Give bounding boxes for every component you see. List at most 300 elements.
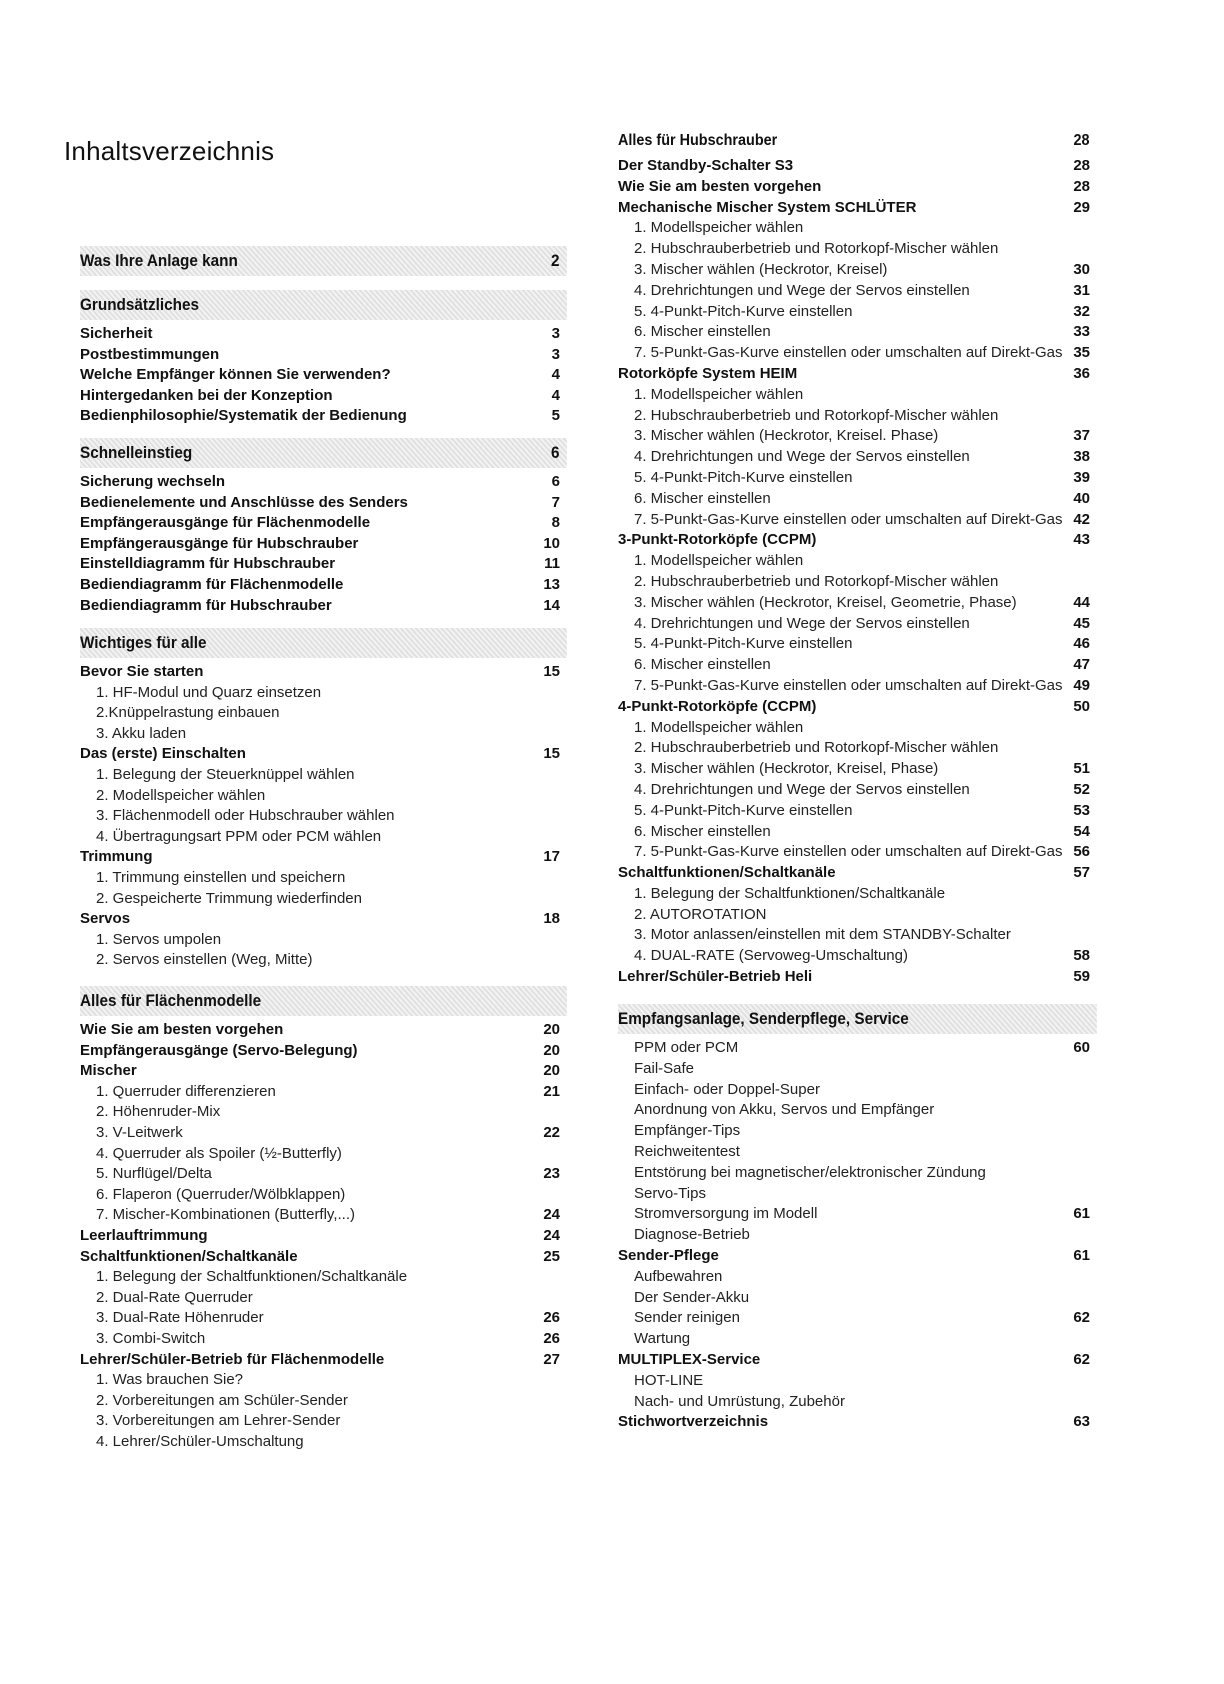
- toc-entry-label: Servos: [80, 910, 131, 928]
- toc-entry-label: Der Sender-Akku: [634, 1288, 750, 1306]
- toc-entry-label: Sicherung wechseln: [80, 473, 226, 490]
- toc-entry[interactable]: [618, 1267, 1090, 1288]
- toc-entry[interactable]: [618, 905, 1090, 926]
- toc-entry-label: Sender-Pflege: [618, 1246, 719, 1264]
- toc-entry-label: 5. 4-Punkt-Pitch-Kurve einstellen: [634, 635, 853, 653]
- toc-entry[interactable]: [80, 1308, 560, 1329]
- toc-entry[interactable]: [618, 426, 1090, 447]
- section-heading-label: Alles für Hubschrauber: [618, 132, 778, 149]
- toc-entry-page: 52: [1073, 780, 1090, 798]
- toc-entry-label: 7. 5-Punkt-Gas-Kurve einstellen oder umschalten auf Direkt-Gas: [634, 676, 1063, 694]
- toc-entry-label: Empfängerausgänge (Servo-Belegung): [80, 1041, 358, 1059]
- toc-entry-label: 7. 5-Punkt-Gas-Kurve einstellen oder umschalten auf Direkt-Gas: [634, 344, 1063, 362]
- toc-entry-label: Sender reinigen: [634, 1309, 740, 1327]
- toc-entry-label: 3. Mischer wählen (Heckrotor, Kreisel. Phase): [634, 427, 939, 445]
- toc-entry-page: 47: [1073, 656, 1090, 674]
- toc-entry-label: 4-Punkt-Rotorköpfe (CCPM): [618, 697, 817, 715]
- toc-entry[interactable]: [80, 1061, 560, 1082]
- toc-entry-label: 6. Mischer einstellen: [634, 822, 771, 840]
- toc-entry-label: Der Standby-Schalter S3: [618, 157, 794, 174]
- toc-entry[interactable]: [80, 1020, 560, 1041]
- section-heading[interactable]: [80, 986, 567, 1016]
- toc-entry[interactable]: [618, 884, 1090, 905]
- toc-entry-label: PPM oder PCM: [634, 1039, 739, 1056]
- toc-entry-label: Hintergedanken bei der Konzeption: [80, 386, 333, 404]
- toc-entry[interactable]: [80, 386, 560, 407]
- toc-entry-label: 3. Mischer wählen (Heckrotor, Kreisel, Geometrie, Phase): [634, 593, 1017, 611]
- toc-entry-label: 6. Mischer einstellen: [634, 489, 771, 507]
- toc-entry-page: 45: [1073, 614, 1090, 632]
- toc-entry[interactable]: [618, 551, 1090, 572]
- toc-entry-page: 26: [543, 1329, 560, 1347]
- page-title: Inhaltsverzeichnis: [64, 136, 275, 166]
- toc-entry-page: 26: [543, 1309, 560, 1327]
- toc-entry-page: 36: [1073, 364, 1090, 382]
- section-heading-label: Schnelleinstieg: [80, 443, 193, 462]
- toc-entry-page: 27: [543, 1350, 560, 1368]
- toc-entry-label: 2. Modellspeicher wählen: [96, 786, 266, 804]
- toc-entry-label: 3. Motor anlassen/einstellen mit dem STANDBY-Schalter: [634, 926, 1011, 944]
- toc-entry[interactable]: [618, 406, 1090, 427]
- toc-entry-page: 24: [543, 1206, 560, 1224]
- toc-entry[interactable]: [80, 345, 560, 366]
- toc-entry-page: 61: [1073, 1246, 1090, 1264]
- toc-entry-label: 1. Modellspeicher wählen: [634, 385, 804, 403]
- toc-entry-page: 59: [1073, 968, 1090, 986]
- toc-entry-label: 2. Höhenruder-Mix: [96, 1103, 221, 1121]
- toc-entry-page: 13: [543, 575, 560, 593]
- toc-entry-page: 60: [1073, 1039, 1090, 1056]
- toc-entry[interactable]: [80, 930, 560, 951]
- toc-entry[interactable]: [80, 827, 560, 848]
- toc-entry-label: MULTIPLEX-Service: [618, 1350, 761, 1368]
- toc-entry[interactable]: [618, 385, 1090, 406]
- toc-entry-label: HOT-LINE: [634, 1371, 704, 1389]
- toc-entry-label: 1. Querruder differenzieren: [96, 1082, 276, 1100]
- toc-entry-page: 61: [1073, 1205, 1090, 1223]
- toc-entry-label: 2. Gespeicherte Trimmung wiederfinden: [96, 889, 362, 907]
- toc-entry-page: 6: [551, 473, 560, 490]
- toc-entry-label: Mechanische Mischer System SCHLÜTER: [618, 198, 917, 216]
- toc-entry-page: 50: [1073, 697, 1090, 715]
- toc-entry[interactable]: [618, 676, 1090, 697]
- section-heading-label: Grundsätzliches: [80, 295, 200, 314]
- toc-entry-page: 62: [1073, 1309, 1090, 1327]
- toc-section: [80, 438, 560, 616]
- toc-entry-label: Bedienelemente und Anschlüsse des Senders: [80, 493, 408, 511]
- toc-entry-page: 38: [1073, 448, 1090, 466]
- toc-entry[interactable]: [618, 1412, 1090, 1433]
- toc-entry-label: 3. Vorbereitungen am Lehrer-Sender: [96, 1412, 341, 1430]
- toc-entry-label: 4. DUAL-RATE (Servoweg-Umschaltung): [634, 947, 908, 965]
- toc-entry-page: 18: [543, 910, 560, 928]
- toc-entry-label: Schaltfunktionen/Schaltkanäle: [618, 864, 836, 882]
- toc-entry-label: 3. Akku laden: [96, 724, 187, 742]
- toc-entry[interactable]: [618, 1080, 1090, 1101]
- toc-entry-page: 33: [1073, 323, 1090, 341]
- toc-entry-label: 4. Querruder als Spoiler (½-Butterfly): [96, 1144, 342, 1162]
- toc-entry[interactable]: [80, 575, 560, 596]
- section-heading[interactable]: [80, 246, 567, 276]
- toc-entry-label: 6. Mischer einstellen: [634, 323, 771, 341]
- toc-entry[interactable]: [618, 1225, 1090, 1246]
- toc-entry[interactable]: [80, 1226, 560, 1247]
- toc-entry-label: Nach- und Umrüstung, Zubehör: [634, 1392, 845, 1410]
- toc-entry-label: Anordnung von Akku, Servos und Empfänger: [634, 1101, 935, 1119]
- toc-entry[interactable]: [80, 1082, 560, 1103]
- toc-entry-page: 49: [1073, 676, 1090, 694]
- toc-entry-label: 1. Modellspeicher wählen: [634, 552, 804, 570]
- toc-entry[interactable]: [618, 302, 1090, 323]
- toc-entry[interactable]: [80, 554, 560, 575]
- toc-entry[interactable]: [80, 1123, 560, 1144]
- toc-entry[interactable]: [80, 1247, 560, 1268]
- toc-entry[interactable]: [618, 863, 1090, 884]
- toc-section: [618, 1004, 1090, 1433]
- toc-entry-label: Einfach- oder Doppel-Super: [634, 1080, 820, 1098]
- toc-entry-label: 7. Mischer-Kombinationen (Butterfly,...): [96, 1206, 355, 1224]
- toc-entry-page: 28: [1073, 177, 1090, 195]
- toc-entry-page: 17: [543, 848, 560, 866]
- toc-entry-page: 32: [1073, 302, 1090, 320]
- toc-entry[interactable]: [80, 765, 560, 786]
- toc-entry[interactable]: [618, 822, 1090, 843]
- toc-entry[interactable]: [618, 489, 1090, 510]
- toc-entry-page: 42: [1073, 510, 1090, 528]
- toc-entry-label: Reichweitentest: [634, 1142, 740, 1160]
- section-heading-label: Was Ihre Anlage kann: [80, 251, 238, 270]
- toc-entry-page: 3: [551, 345, 560, 363]
- section-heading-page: 6: [550, 443, 560, 462]
- toc-entry-label: Schaltfunktionen/Schaltkanäle: [80, 1247, 298, 1265]
- toc-entry[interactable]: [618, 260, 1090, 281]
- toc-entry[interactable]: [618, 1288, 1090, 1309]
- toc-entry-label: 4. Übertragungsart PPM oder PCM wählen: [96, 827, 382, 845]
- toc-entry-page: 20: [543, 1041, 560, 1059]
- toc-entry[interactable]: [618, 697, 1090, 718]
- toc-entry[interactable]: [80, 950, 560, 971]
- toc-entry-page: 22: [543, 1123, 560, 1141]
- toc-entry-label: Bevor Sie starten: [80, 663, 204, 680]
- toc-entry[interactable]: [618, 468, 1090, 489]
- toc-entry[interactable]: [80, 889, 560, 910]
- toc-entry[interactable]: [618, 842, 1090, 863]
- toc-entry-page: 20: [543, 1021, 560, 1038]
- toc-entry[interactable]: [618, 1038, 1090, 1059]
- toc-entry[interactable]: [618, 967, 1090, 988]
- section-heading-label: Empfangsanlage, Senderpflege, Service: [618, 1009, 909, 1028]
- toc-entry-label: Rotorköpfe System HEIM: [618, 364, 798, 382]
- toc-entry-page: 30: [1073, 260, 1090, 278]
- toc-entry-label: Mischer: [80, 1062, 137, 1080]
- toc-entry-label: 1. Belegung der Schaltfunktionen/Schaltkanäle: [634, 884, 946, 902]
- toc-entry-label: Stichwortverzeichnis: [618, 1413, 769, 1431]
- toc-entry[interactable]: [80, 1185, 560, 1206]
- toc-entry[interactable]: [618, 801, 1090, 822]
- toc-entry-label: 3. Mischer wählen (Heckrotor, Kreisel): [634, 260, 888, 278]
- toc-entry-label: 2. AUTOROTATION: [634, 905, 767, 923]
- toc-entry-page: 23: [543, 1165, 560, 1183]
- section-heading-page: 28: [1073, 132, 1090, 149]
- section-heading[interactable]: [80, 628, 567, 658]
- toc-entry[interactable]: [80, 847, 560, 868]
- section-heading[interactable]: [618, 130, 1097, 152]
- toc-entry-label: 1. Modellspeicher wählen: [634, 718, 804, 736]
- toc-entry[interactable]: [80, 1391, 560, 1412]
- toc-entry-label: 2. Hubschrauberbetrieb und Rotorkopf-Mischer wählen: [634, 406, 999, 424]
- toc-entry-label: 4. Drehrichtungen und Wege der Servos einstellen: [634, 614, 970, 632]
- toc-entry-label: 1. Trimmung einstellen und speichern: [96, 868, 346, 886]
- toc-entry-label: 1. Belegung der Schaltfunktionen/Schaltkanäle: [96, 1268, 408, 1286]
- toc-entry-label: 7. 5-Punkt-Gas-Kurve einstellen oder umschalten auf Direkt-Gas: [634, 510, 1063, 528]
- toc-entry-label: 2. Servos einstellen (Weg, Mitte): [96, 951, 313, 969]
- toc-entry-page: 46: [1073, 635, 1090, 653]
- toc-entry-page: 7: [551, 493, 560, 511]
- toc-entry[interactable]: [618, 1329, 1090, 1350]
- toc-entry-label: 6. Mischer einstellen: [634, 656, 771, 674]
- toc-entry[interactable]: [618, 634, 1090, 655]
- toc-entry-label: 3. Dual-Rate Höhenruder: [96, 1309, 264, 1327]
- toc-entry-page: 40: [1073, 489, 1090, 507]
- toc-entry-label: Wartung: [634, 1330, 691, 1348]
- toc-entry-label: 7. 5-Punkt-Gas-Kurve einstellen oder umschalten auf Direkt-Gas: [634, 843, 1063, 861]
- section-heading-label: Alles für Flächenmodelle: [80, 991, 262, 1010]
- toc-entry[interactable]: [80, 472, 560, 493]
- toc-section: [80, 246, 560, 280]
- toc-entry[interactable]: [618, 593, 1090, 614]
- toc-entry[interactable]: [618, 239, 1090, 260]
- toc-entry[interactable]: [80, 683, 560, 704]
- toc-entry[interactable]: [80, 1102, 560, 1123]
- toc-entry-page: 4: [551, 366, 560, 384]
- toc-entry[interactable]: [80, 493, 560, 514]
- section-heading[interactable]: [80, 438, 567, 468]
- toc-entry-page: 5: [551, 407, 560, 425]
- toc-entry[interactable]: [618, 1204, 1090, 1225]
- toc-entry[interactable]: [80, 534, 560, 555]
- toc-entry-label: Postbestimmungen: [80, 345, 220, 363]
- toc-entry-label: Wie Sie am besten vorgehen: [618, 177, 822, 195]
- toc-entry[interactable]: [618, 1371, 1090, 1392]
- toc-entry-page: 44: [1073, 593, 1090, 611]
- toc-entry[interactable]: [80, 1350, 560, 1371]
- toc-entry-page: 43: [1073, 531, 1090, 549]
- toc-entry-page: 20: [543, 1062, 560, 1080]
- toc-entry[interactable]: [80, 868, 560, 889]
- toc-entry[interactable]: [80, 1288, 560, 1309]
- toc-entry[interactable]: [618, 218, 1090, 239]
- toc-entry[interactable]: [80, 1267, 560, 1288]
- toc-entry-page: 28: [1073, 157, 1090, 174]
- toc-entry-page: 31: [1073, 281, 1090, 299]
- toc-entry[interactable]: [80, 662, 560, 683]
- toc-entry-page: 53: [1073, 801, 1090, 819]
- toc-entry[interactable]: [618, 156, 1090, 177]
- toc-entry-label: Einstelldiagramm für Hubschrauber: [80, 555, 336, 573]
- toc-entry-label: 5. 4-Punkt-Pitch-Kurve einstellen: [634, 468, 853, 486]
- toc-entry-label: Fail-Safe: [634, 1059, 695, 1077]
- toc-entry[interactable]: [618, 510, 1090, 531]
- toc-entry[interactable]: [618, 364, 1090, 385]
- toc-section: [80, 986, 560, 1452]
- toc-entry-label: 4. Drehrichtungen und Wege der Servos einstellen: [634, 448, 970, 466]
- toc-entry-label: 4. Drehrichtungen und Wege der Servos einstellen: [634, 281, 970, 299]
- toc-entry[interactable]: [618, 655, 1090, 676]
- toc-entry-label: 3-Punkt-Rotorköpfe (CCPM): [618, 531, 817, 549]
- toc-entry-label: 3. Mischer wählen (Heckrotor, Kreisel, Phase): [634, 760, 939, 778]
- toc-entry-label: 4. Drehrichtungen und Wege der Servos einstellen: [634, 780, 970, 798]
- toc-entry[interactable]: [618, 281, 1090, 302]
- toc-entry-label: Lehrer/Schüler-Betrieb Heli: [618, 968, 813, 986]
- toc-entry[interactable]: [618, 1100, 1090, 1121]
- toc-entry-label: 2. Hubschrauberbetrieb und Rotorkopf-Mischer wählen: [634, 572, 999, 590]
- toc-entry[interactable]: [618, 1163, 1090, 1184]
- toc-entry[interactable]: [80, 724, 560, 745]
- toc-entry[interactable]: [80, 1164, 560, 1185]
- toc-section: [80, 290, 560, 427]
- toc-entry[interactable]: [618, 1392, 1090, 1413]
- toc-entry[interactable]: [80, 324, 560, 345]
- toc-entry[interactable]: [618, 1246, 1090, 1267]
- toc-entry-label: 1. Belegung der Steuerknüppel wählen: [96, 765, 355, 783]
- toc-entry-label: 4. Lehrer/Schüler-Umschaltung: [96, 1432, 304, 1450]
- section-heading-page: 2: [550, 251, 560, 270]
- toc-entry-label: 2.Knüppelrastung einbauen: [96, 704, 280, 722]
- section-heading[interactable]: [618, 1004, 1097, 1034]
- toc-entry-page: 8: [551, 514, 560, 532]
- toc-entry-label: Stromversorgung im Modell: [634, 1205, 818, 1223]
- toc-entry[interactable]: [618, 738, 1090, 759]
- toc-entry[interactable]: [618, 1184, 1090, 1205]
- toc-entry-label: Wie Sie am besten vorgehen: [80, 1021, 284, 1038]
- toc-entry-page: 39: [1073, 468, 1090, 486]
- toc-entry-label: 2. Dual-Rate Querruder: [96, 1288, 253, 1306]
- toc-entry-page: 29: [1073, 198, 1090, 216]
- toc-entry[interactable]: [80, 909, 560, 930]
- toc-entry[interactable]: [618, 1142, 1090, 1163]
- toc-entry-page: 54: [1073, 822, 1090, 840]
- toc-entry-label: Leerlauftrimmung: [80, 1226, 208, 1244]
- toc-entry[interactable]: [618, 780, 1090, 801]
- toc-entry[interactable]: [618, 1308, 1090, 1329]
- toc-entry-label: 6. Flaperon (Querruder/Wölbklappen): [96, 1185, 346, 1203]
- toc-entry-label: Empfänger-Tips: [634, 1122, 741, 1140]
- toc-entry[interactable]: [618, 718, 1090, 739]
- toc-entry-label: 3. Combi-Switch: [96, 1329, 206, 1347]
- toc-entry-label: 3. Flächenmodell oder Hubschrauber wählen: [96, 807, 395, 825]
- toc-entry-page: 21: [543, 1082, 560, 1100]
- toc-entry[interactable]: [618, 614, 1090, 635]
- toc-entry-page: 35: [1073, 344, 1090, 362]
- toc-entry[interactable]: [618, 925, 1090, 946]
- toc-entry-label: Diagnose-Betrieb: [634, 1226, 750, 1244]
- toc-entry-label: Bediendiagramm für Hubschrauber: [80, 596, 332, 614]
- toc-entry-page: 57: [1073, 864, 1090, 882]
- toc-entry[interactable]: [80, 1329, 560, 1350]
- toc-entry[interactable]: [80, 365, 560, 386]
- toc-entry[interactable]: [80, 1205, 560, 1226]
- toc-entry-label: Entstörung bei magnetischer/elektronischer Zündung: [634, 1163, 986, 1181]
- toc-entry-label: Trimmung: [80, 848, 153, 866]
- toc-entry-label: 3. V-Leitwerk: [96, 1123, 183, 1141]
- toc-entry-label: 1. Modellspeicher wählen: [634, 219, 804, 237]
- toc-entry[interactable]: [80, 806, 560, 827]
- toc-entry-label: Welche Empfänger können Sie verwenden?: [80, 366, 391, 384]
- toc-entry[interactable]: [618, 322, 1090, 343]
- toc-entry[interactable]: [80, 513, 560, 534]
- toc-entry[interactable]: [618, 759, 1090, 780]
- toc-entry-page: 11: [544, 555, 560, 573]
- toc-entry-page: 3: [551, 325, 560, 342]
- toc-entry[interactable]: [618, 198, 1090, 219]
- toc-entry[interactable]: [618, 946, 1090, 967]
- toc-entry-label: 1. Was brauchen Sie?: [96, 1371, 244, 1389]
- toc-entry-label: Aufbewahren: [634, 1267, 723, 1285]
- toc-entry-page: 37: [1073, 427, 1090, 445]
- toc-entry-page: 58: [1073, 947, 1090, 965]
- toc-entry-label: Bedienphilosophie/Systematik der Bedienung: [80, 407, 407, 425]
- toc-entry[interactable]: [618, 572, 1090, 593]
- section-heading[interactable]: [80, 290, 567, 320]
- toc-entry-label: 5. 4-Punkt-Pitch-Kurve einstellen: [634, 302, 853, 320]
- toc-entry-label: Lehrer/Schüler-Betrieb für Flächenmodelle: [80, 1350, 385, 1368]
- toc-entry-page: 56: [1073, 843, 1090, 861]
- toc-entry-page: 15: [543, 663, 560, 680]
- toc-entry-page: 24: [543, 1226, 560, 1244]
- toc-entry-label: 5. Nurflügel/Delta: [96, 1165, 212, 1183]
- toc-entry-label: Servo-Tips: [634, 1184, 706, 1202]
- toc-entry[interactable]: [80, 703, 560, 724]
- toc-entry[interactable]: [80, 1432, 560, 1453]
- toc-entry[interactable]: [80, 1144, 560, 1165]
- toc-entry-label: 2. Hubschrauberbetrieb und Rotorkopf-Mischer wählen: [634, 240, 999, 258]
- toc-entry-label: Bediendiagramm für Flächenmodelle: [80, 575, 344, 593]
- toc-entry[interactable]: [618, 530, 1090, 551]
- toc-entry-page: 62: [1073, 1350, 1090, 1368]
- toc-entry-page: 14: [543, 596, 560, 614]
- toc-entry-label: 2. Vorbereitungen am Schüler-Sender: [96, 1391, 348, 1409]
- toc-entry-page: 25: [543, 1247, 560, 1265]
- toc-section: [618, 130, 1090, 988]
- toc-entry-label: 1. HF-Modul und Quarz einsetzen: [96, 683, 322, 701]
- toc-entry[interactable]: [618, 1350, 1090, 1371]
- toc-entry-label: 2. Hubschrauberbetrieb und Rotorkopf-Mischer wählen: [634, 739, 999, 757]
- toc-entry-label: Sicherheit: [80, 325, 153, 342]
- toc-entry[interactable]: [618, 1059, 1090, 1080]
- toc-entry[interactable]: [618, 1121, 1090, 1142]
- toc-entry-label: 5. 4-Punkt-Pitch-Kurve einstellen: [634, 801, 853, 819]
- toc-entry[interactable]: [80, 596, 560, 617]
- toc-section: [80, 628, 560, 971]
- toc-entry[interactable]: [80, 786, 560, 807]
- toc-entry-page: 51: [1073, 760, 1090, 778]
- toc-entry[interactable]: [618, 447, 1090, 468]
- toc-entry-page: 4: [551, 386, 560, 404]
- toc-entry[interactable]: [80, 1041, 560, 1062]
- toc-entry[interactable]: [618, 177, 1090, 198]
- toc-entry[interactable]: [80, 406, 560, 427]
- toc-entry-page: 10: [543, 534, 560, 552]
- toc-entry-label: Das (erste) Einschalten: [80, 745, 246, 763]
- toc-entry-page: 63: [1073, 1413, 1090, 1431]
- toc-entry[interactable]: [80, 744, 560, 765]
- toc-entry[interactable]: [618, 343, 1090, 364]
- toc-entry-label: Empfängerausgänge für Hubschrauber: [80, 534, 359, 552]
- toc-entry-label: 1. Servos umpolen: [96, 930, 222, 948]
- toc-entry[interactable]: [80, 1370, 560, 1391]
- toc-entry[interactable]: [80, 1411, 560, 1432]
- toc-entry-label: Empfängerausgänge für Flächenmodelle: [80, 514, 371, 532]
